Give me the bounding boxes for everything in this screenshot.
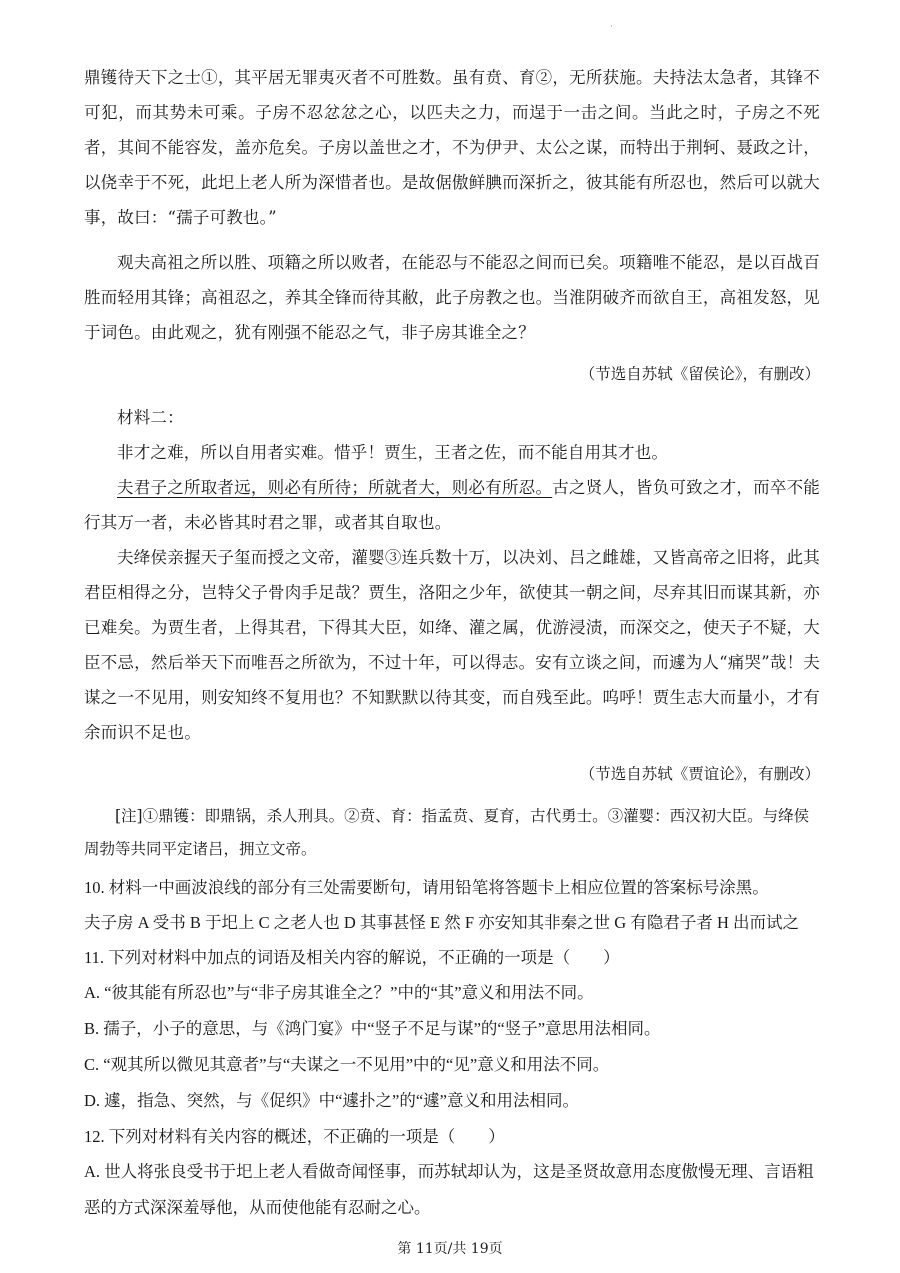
material1-paragraph-1: 鼎镬待天下之士①，其平居无罪夷灭者不可胜数。虽有贲、育②，无所获施。夫持法太急者，其锋不可犯，而其势未可乘。子房不忍忿忿之心，以匹夫之力，而逞于一击之间。当此之时，子房之不死者，其间不能容发，盖亦危矣。子房以盖世之才，不为伊尹、太公之谋，而特出于荆轲、聂政之计，以侥幸于不死，此圯上老人所为深惜者也。是故倨傲鲜腆而深折之，彼其能有所忍也，然后可以就大事，故曰：“孺子可教也。” [84, 68, 820, 227]
question-11-option-c: C. “观其所以微见其意者”与“夫谋之一不见用”中的“见”意义和用法不同。 [84, 1055, 610, 1074]
question-10-stem: 10. 材料一中画波浪线的部分有三处需要断句，请用铅笔将答题卡上相应位置的答案标号涂黑。 [84, 878, 769, 897]
question-11-option-a: A. “彼其能有所忍也”与“非子房其谁全之？”中的“其”意义和用法不同。 [84, 983, 594, 1002]
material2-paragraph-3: 夫绛侯亲握天子玺而授之文帝，灌婴③连兵数十万，以决刘、吕之雌雄，又皆高帝之旧将，此其君臣相得之分，岂特父子骨肉手足哉？贾生，洛阳之少年，欲使其一朝之间，尽弃其旧而谋其新，亦已难矣。为贾生者，上得其君，下得其大臣，如绛、灌之属，优游浸渍，而深交之，使天子不疑，大臣不忌，然后举天下而唯吾之所欲为，不过十年，可以得志。安有立谈之间，而遽为人“痛哭”哉！夫谋之一不见用，则安知终不复用也？不知默默以待其变，而自残至此。呜呼！贾生志大而量小，才有余而识不足也。 [84, 548, 820, 742]
material1-source: （节选自苏轼《留侯论》，有删改） [579, 365, 820, 383]
page-content [84, 60, 820, 1226]
underlined-sentence: 夫君子之所取者远，则必有所待；所就者大，则必有所忍。 [117, 478, 553, 497]
question-10-text: 夫子房 A 受书 B 于圯上 C 之老人也 D 其事甚怪 E 然 F 亦安知其非秦之世 G 有隐君子者 H 出而试之 [84, 913, 800, 932]
material2-paragraph-1: 非才之难，所以自用者实难。惜乎！贾生，王者之佐，而不能自用其才也。 [117, 443, 669, 462]
question-11-stem: 11. 下列对材料中加点的词语及相关内容的解说，不正确的一项是（ ） [84, 948, 620, 967]
page-number: 第 11页/共 19页 [397, 1241, 503, 1257]
material2-label: 材料二： [117, 408, 184, 427]
footnotes: [注]①鼎镬：即鼎锅，杀人刑具。②贲、育：指孟贲、夏育，古代勇士。③灌婴：西汉初大臣。与绛侯周勃等共同平定诸吕，拥立文帝。 [84, 807, 810, 858]
page-speck: · [610, 22, 613, 32]
material2-paragraph-2 [84, 470, 820, 540]
question-11-option-d: D. 遽，指急、突然，与《促织》中“遽扑之”的“遽”意义和用法相同。 [84, 1091, 579, 1110]
question-11-option-b: B. 孺子，小子的意思，与《鸿门宴》中“竖子不足与谋”的“竖子”意思用法相同。 [84, 1019, 661, 1038]
question-12-option-a: A. 世人将张良受书于圯上老人看做奇闻怪事，而苏轼却认为，这是圣贤故意用态度傲慢无理、言语粗恶的方式深深羞辱他，从而使他能有忍耐之心。 [84, 1162, 814, 1217]
material1-paragraph-2: 观夫高祖之所以胜、项籍之所以败者，在能忍与不能忍之间而已矣。项籍唯不能忍，是以百战百胜而轻用其锋；高祖忍之，养其全锋而待其敝，此子房教之也。当淮阴破齐而欲自王，高祖发怒，见于词色。由此观之，犹有刚强不能忍之气，非子房其谁全之？ [84, 253, 820, 342]
material2-paragraph-2-rest: 古之贤人，皆负可致之才，而卒不能行其万一者，未必皆其时君之罪，或者其自取也。 [84, 478, 821, 532]
question-12-stem: 12. 下列对材料有关内容的概述，不正确的一项是（ ） [84, 1127, 505, 1146]
material2-source: （节选自苏轼《贾谊论》，有删改） [579, 765, 820, 783]
